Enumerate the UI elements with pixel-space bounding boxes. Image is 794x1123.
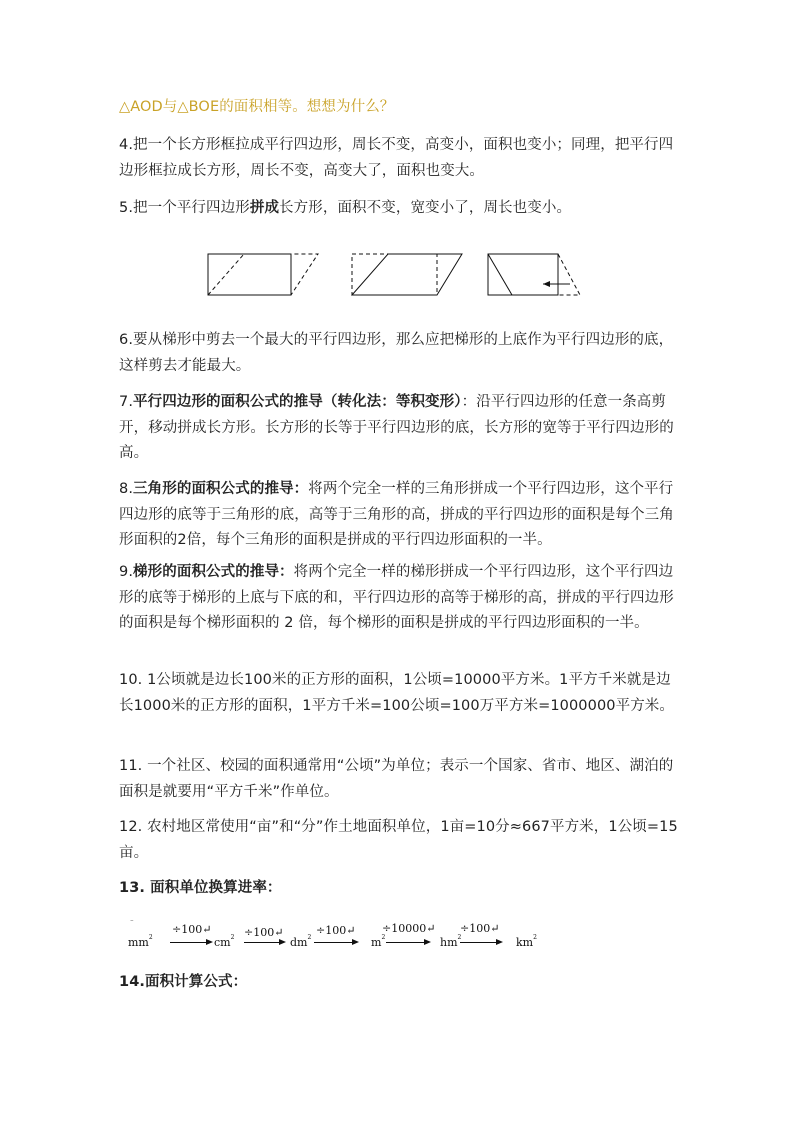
unit-dm-sup: 2 [307,934,312,941]
item-7 [119,390,679,467]
arrow-line-3 [314,942,354,943]
item-8-bold: 三角形的面积公式的推导： [133,481,309,497]
item-5 [119,196,679,222]
item-5-post: 长方形，面积不变，宽变小了，周长也变小。 [279,200,572,216]
item-8-num: 8. [119,481,134,497]
intro-question: △AOD与△BOE的面积相等。想想为什么？ [119,99,395,115]
ratio-label-2: ÷100↵ [244,926,284,939]
arrow-head-4 [424,939,431,945]
tiny-mark: ⁻ [130,918,134,926]
item-4: 4.把一个长方形框拉成平行四边形，周长不变，高变小，面积也变小；同理，把平行四边形框拉成长方形，周长不变，高变大了，面积也变大。 [119,137,674,179]
arrow-head-2 [279,939,286,945]
item-7-num: 7. [119,394,134,410]
item-14-heading: 14.面积计算公式： [119,974,248,990]
item-5-bold: 拼成 [249,200,280,216]
unit-m-sup: 2 [381,934,386,941]
unit-cm-label: cm [214,936,231,949]
figure-parallelogram-in-rectangle [352,254,462,295]
shape-transform-figure [200,246,600,306]
unit-km-label: km [516,936,534,949]
unit-m2 [371,936,385,949]
unit-hm-label: hm [440,936,458,949]
item-9-rest: 将两个完全一样的梯形拼成一个平行四边形，这个平行四边形的底等于梯形的上底与下底的和，平行四边形的高等于梯形的高，拼成的平行四边形的面积是每个梯形面积的 2 倍，每个梯形的面积是拼成的平行四边形面积的一半。 [119,564,674,631]
unit-mm-label: mm [128,936,149,949]
unit-km2 [516,936,537,949]
ratio-label-4: ÷10000↵ [382,922,436,935]
arrow-head-5 [496,939,503,945]
ratio-label-5: ÷100↵ [460,922,500,935]
figure-cut-and-move [488,254,580,295]
item-8 [119,477,679,554]
item-12: 12. 农村地区常使用“亩”和“分”作土地面积单位，1亩=10分≈667平方米，1公顷=15亩。 [119,819,678,861]
arrow-line-1 [170,942,208,943]
item-7-bold: 平行四边形的面积公式的推导（转化法：等积变形） [133,394,462,410]
item-9-num: 9. [119,564,134,580]
figure-rectangle-to-parallelogram [208,254,318,295]
arrow-head-3 [352,939,359,945]
ratio-label-3: ÷100↵ [316,924,356,937]
arrow-line-2 [244,942,282,943]
arrow-line-4 [386,942,426,943]
unit-hm-sup: 2 [457,934,462,941]
ratio-label-1: ÷100↵ [172,923,212,936]
item-9-bold: 梯形的面积公式的推导： [133,564,294,580]
item-11: 11. 一个社区、校园的面积通常用“公顷”为单位；表示一个国家、省市、地区、湖泊的面积是就要用“平方千米”作单位。 [119,758,674,800]
unit-conversion-chain [118,918,678,958]
item-6: 6.要从梯形中剪去一个最大的平行四边形，那么应把梯形的上底作为平行四边形的底，这样剪去才能最大。 [119,332,674,374]
unit-mm2 [128,936,153,949]
unit-hm2 [440,936,461,949]
unit-km-sup: 2 [533,934,537,941]
item-10: 10. 1公顷就是边长100米的正方形的面积，1公顷=10000平方米。1平方千米就是边长1000米的正方形的面积，1平方千米=100公顷=100万平方米=1000000平方米。 [119,672,675,714]
unit-cm2 [214,936,234,949]
unit-mm-sup: 2 [148,934,153,941]
unit-cm-sup: 2 [230,934,235,941]
item-8-rest: 将两个完全一样的三角形拼成一个平行四边形，这个平行四边形的底等于三角形的底，高等于三角形的高，拼成的平行四边形的面积是每个三角形面积的2倍，每个三角形的面积是拼成的平行四边形面积的一半。 [119,481,674,548]
arrow-head-1 [206,939,213,945]
item-5-pre: 5.把一个平行四边形 [119,200,250,216]
unit-dm-label: dm [290,936,308,949]
item-7-rest: ：沿平行四边形的任意一条高剪开，移动拼成长方形。长方形的长等于平行四边形的底，长方形的宽等于平行四边形的高。 [119,394,674,461]
item-13-heading: 13. 面积单位换算进率： [119,880,282,896]
item-9 [119,560,679,637]
arrow-line-5 [460,942,498,943]
unit-m-label: m [371,936,382,949]
unit-dm2 [290,936,311,949]
